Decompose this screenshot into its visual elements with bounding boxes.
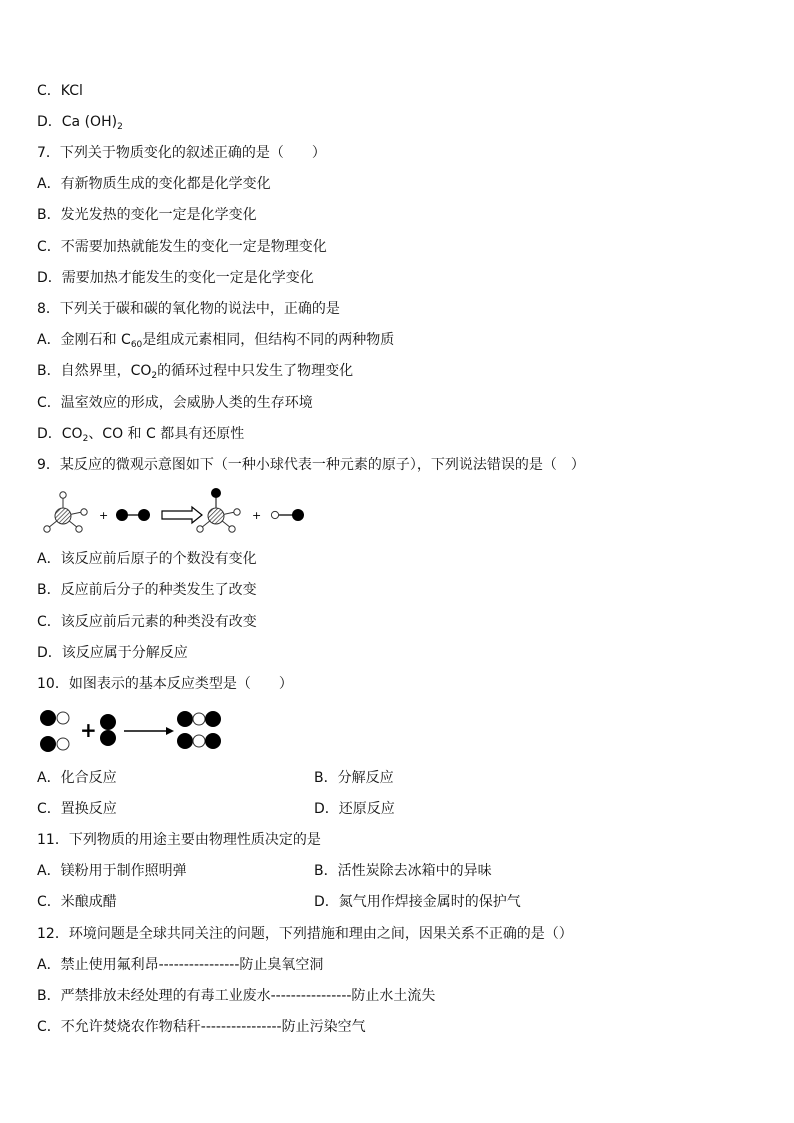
plus-sign: + [252,509,262,522]
reaction-arrow [124,727,174,735]
option-12b: B．严禁排放未经处理的有毒工业废水----------------防止水土流失 [37,988,436,1004]
question-8-stem: 8．下列关于碳和碳的氧化物的说法中，正确的是 [37,301,340,317]
plus-sign: + [80,718,97,742]
question-11-stem: 11．下列物质的用途主要由物理性质决定的是 [37,832,321,848]
option-7d: D．需要加热才能发生的变化一定是化学变化 [37,270,314,286]
molecule-reactant-2 [116,509,150,521]
question-12-stem: 12．环境问题是全球共同关注的问题，下列措施和理由之间，因果关系不正确的是（） [37,926,573,942]
option-7a: A．有新物质生成的变化都是化学变化 [37,176,271,192]
option-6d: D．Ca $(OH)_2$ [37,114,123,132]
option-12c: C．不允许焚烧农作物秸秆----------------防止污染空气 [37,1019,366,1035]
reaction-diagram-q9 [38,484,318,542]
question-10-stem: 10．如图表示的基本反应类型是（ ） [37,676,293,692]
option-7b: B．发光发热的变化一定是化学变化 [37,207,257,223]
option-8b: B．自然界里，$CO_2$的循环过程中只发生了物理变化 [37,363,354,381]
option-9b: B．反应前后分子的种类发生了改变 [37,582,257,598]
option-10c: C．置换反应 [37,801,117,817]
option-6c: C．KCl [37,83,83,99]
option-10a: A．化合反应 [37,770,117,786]
option-12a: A．禁止使用氟利昂----------------防止臭氧空洞 [37,957,324,973]
option-11c: C．米酿成醋 [37,894,117,910]
option-10d: D．还原反应 [314,801,395,817]
option-11a: A．镁粉用于制作照明弹 [37,863,187,879]
option-7c: C．不需要加热就能发生的变化一定是物理变化 [37,239,327,255]
option-10b: B．分解反应 [314,770,394,786]
molecule-product-1 [197,488,240,532]
option-9d: D．该反应属于分解反应 [37,645,188,661]
molecule-reactant-1 [44,492,87,532]
molecule-product-2 [271,509,304,521]
molecules-product [177,711,221,749]
option-11d: D．氮气用作焊接金属时的保护气 [314,894,521,910]
question-9-stem: 9．某反应的微观示意图如下（一种小球代表一种元素的原子），下列说法错误的是（ ） [37,457,585,473]
option-9a: A．该反应前后原子的个数没有变化 [37,551,257,567]
molecules-reactant-pair [40,710,69,752]
reaction-arrow [162,507,202,523]
option-8a: A．金刚石和 $C_{60}$是组成元素相同，但结构不同的两种物质 [37,332,395,350]
option-8d: D．$CO_2$、CO 和 C 都具有还原性 [37,426,245,444]
molecule-reactant-diatomic [100,714,116,746]
option-8c: C．温室效应的形成，会威胁人类的生存环境 [37,395,313,411]
plus-sign: + [99,509,109,522]
option-11b: B．活性炭除去冰箱中的异味 [314,863,492,879]
reaction-diagram-q10 [38,706,228,754]
question-7-stem: 7．下列关于物质变化的叙述正确的是（ ） [37,145,326,161]
option-9c: C．该反应前后元素的种类没有改变 [37,614,257,630]
